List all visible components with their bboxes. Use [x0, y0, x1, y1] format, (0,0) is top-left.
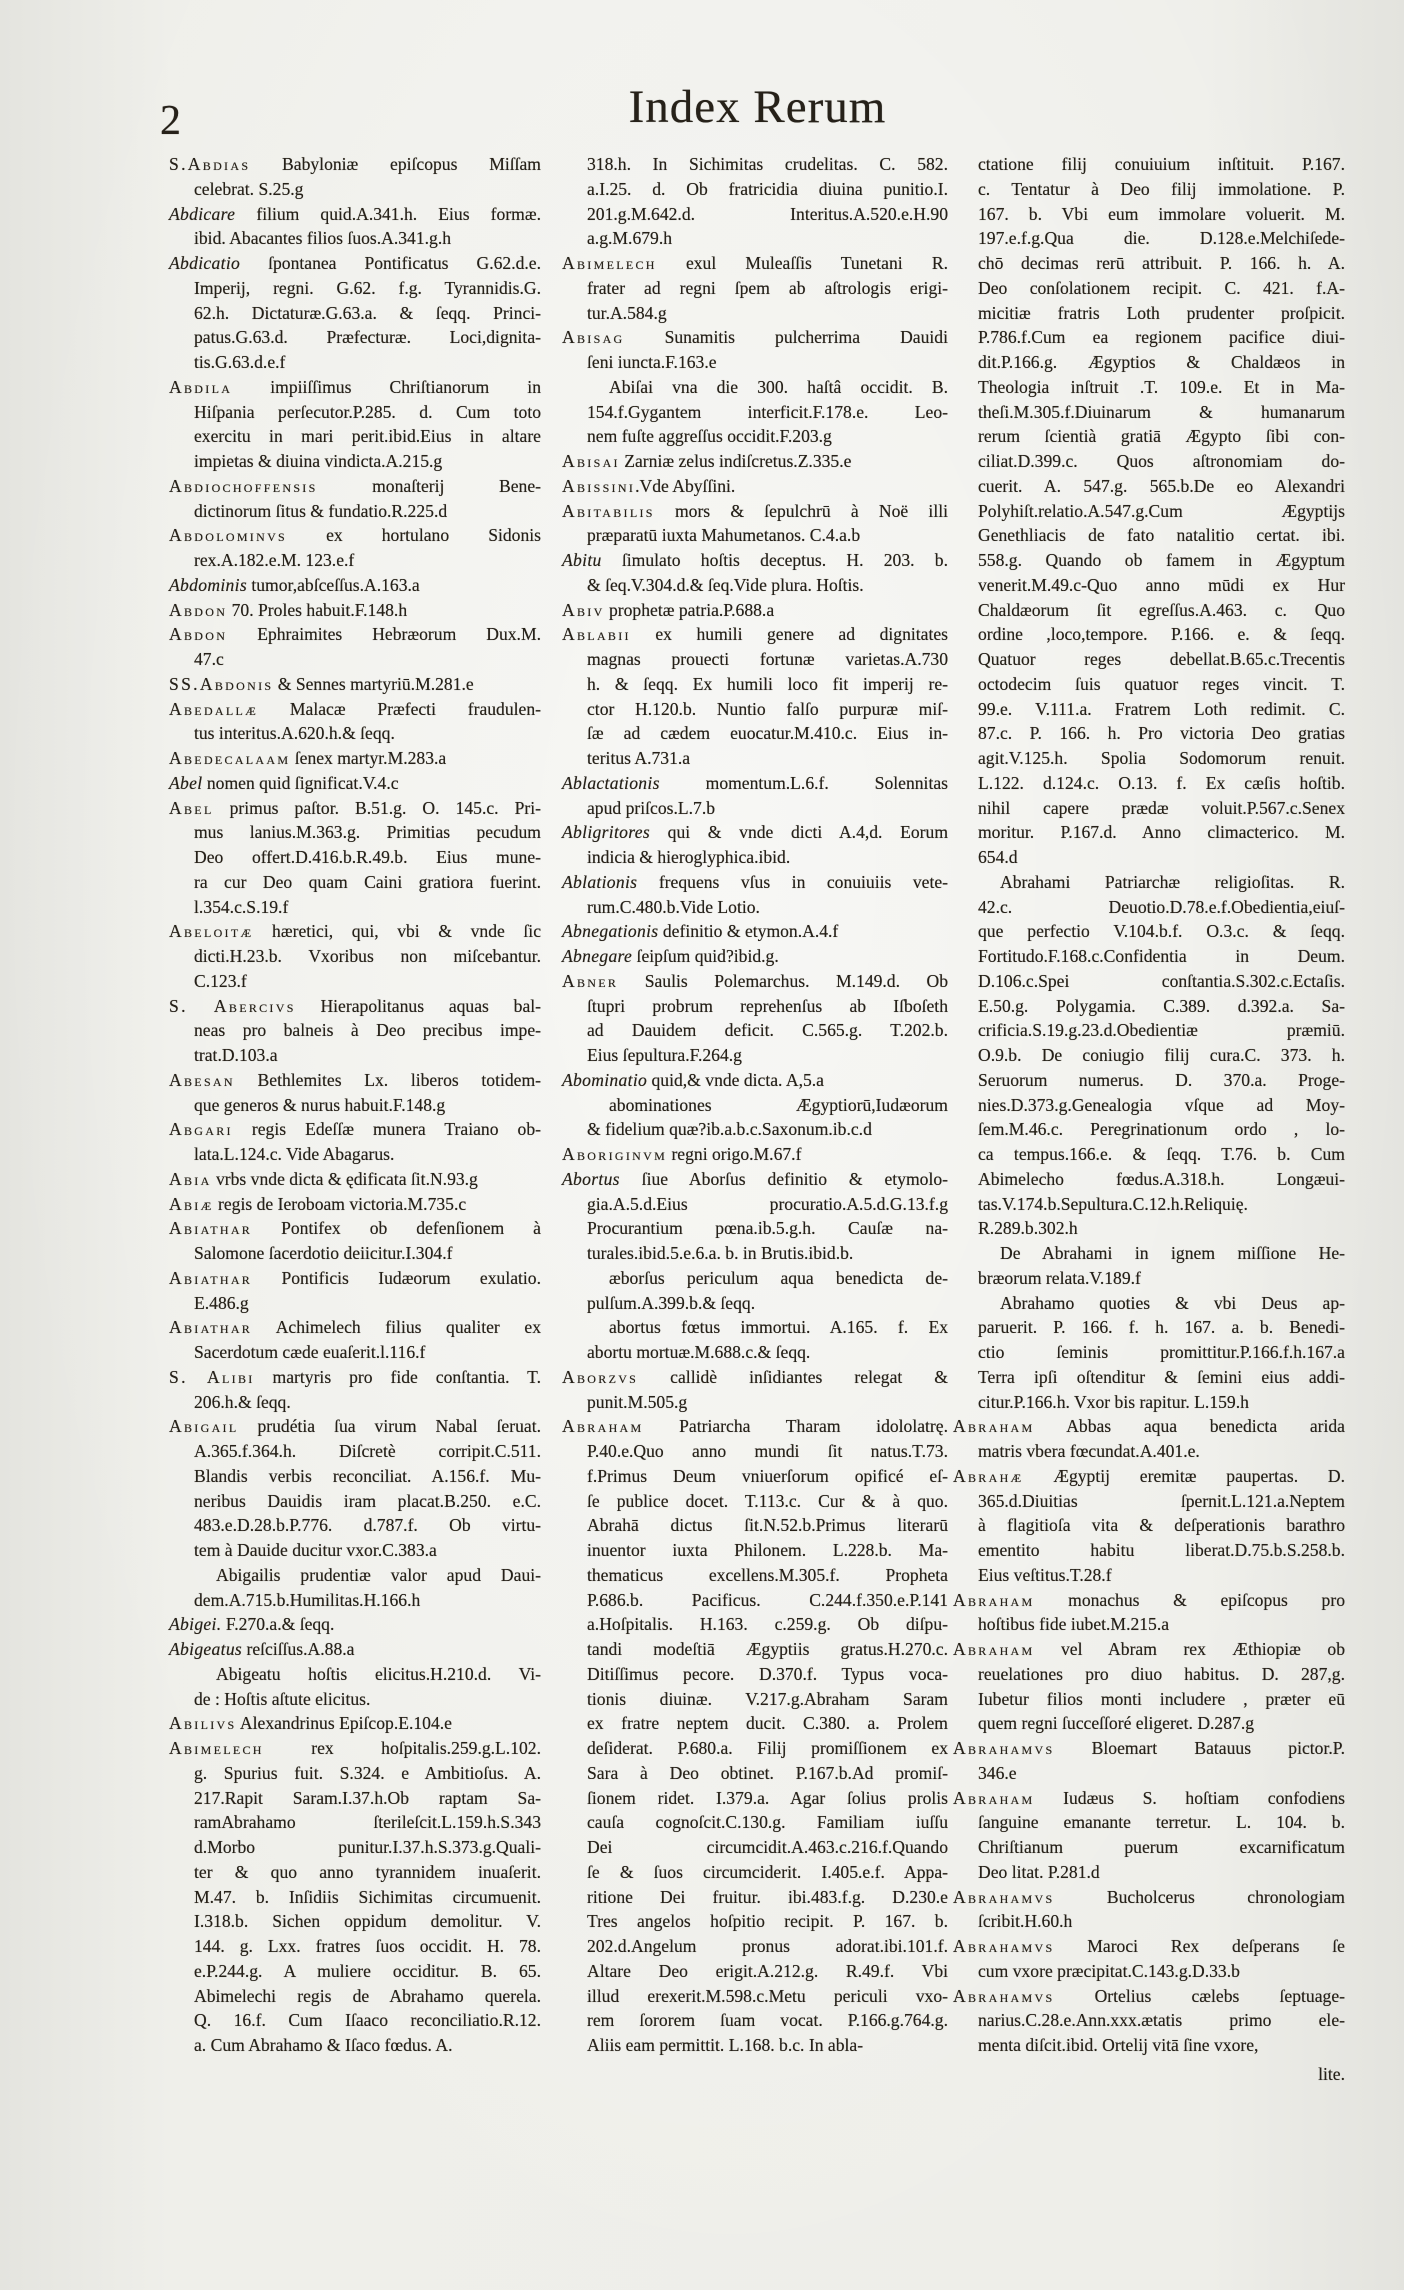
entry-headword: S. Alibi — [169, 1366, 255, 1387]
entry-headword: Abgari — [169, 1119, 233, 1140]
index-line: cum vxore præcipitat.C.143.g.D.33.b — [978, 1960, 1240, 1981]
index-line: ſem.M.46.c. Peregrinationum ordo , lo- — [978, 1119, 1345, 1140]
index-line: e.P.244.g. A muliere occiditur. B. 65. — [194, 1960, 541, 1981]
index-line: Abigailis prudentiæ valor apud Daui- — [216, 1564, 541, 1585]
index-line: Abimelecho fœdus.A.318.h. Longæui- — [978, 1168, 1345, 1189]
index-line: Abrahamo quoties & vbi Deus ap- — [1000, 1292, 1345, 1313]
index-line: R.289.b.302.h — [978, 1218, 1078, 1239]
index-line: tis.G.63.d.e.f — [194, 352, 286, 372]
entry-headword: Aborzvs — [562, 1366, 639, 1387]
index-line: lata.L.124.c. Vide Abagarus. — [194, 1144, 395, 1164]
entry-headword: Abissini — [562, 475, 636, 496]
index-line: P.40.e.Quo anno mundi ſit natus.T.73. — [587, 1441, 948, 1461]
entry-headword: SS.Abdonis — [169, 673, 274, 694]
entry-headword: Abilivs — [169, 1713, 237, 1734]
index-line: paruerit. P. 166. f. h. 167. a. b. Benedi- — [978, 1317, 1345, 1338]
index-line: ſanguine emanante terretur. L. 104. b. — [978, 1812, 1345, 1833]
index-line: d.Morbo punitur.I.37.h.S.373.g.Quali- — [194, 1837, 541, 1857]
catchword: lite. — [1318, 2064, 1345, 2084]
entry-headword: Abel — [169, 797, 214, 818]
entry-headword: Abner — [562, 970, 619, 991]
index-column-1 — [169, 152, 541, 2058]
index-line: Abedallæ Malacæ Præfecti fraudulen- — [169, 698, 541, 719]
index-line: f.Primus Deum vniuerſorum opificé eſ- — [587, 1465, 948, 1486]
entry-headword: Abia — [169, 1168, 212, 1189]
index-line: Theologia inſtruit .T. 109.e. Et in Ma- — [978, 376, 1345, 397]
index-line: a.I.25. d. Ob fratricidia diuina punitio.I. — [587, 178, 948, 199]
index-line: E.486.g — [194, 1292, 249, 1313]
index-line: ctor H.120.b. Nuntio falſo purpuræ miſ- — [587, 698, 948, 719]
index-line: gia.A.5.d.Eius procuratio.A.5.d.G.13.f.g — [587, 1193, 948, 1214]
index-line: Abisag Sunamitis pulcherrima Dauidi — [562, 327, 948, 348]
index-line: dem.A.715.b.Humilitas.H.166.h — [194, 1589, 421, 1610]
index-line: a.Hoſpitalis. H.163. c.259.g. Ob diſpu- — [587, 1614, 948, 1635]
index-line: menta diſcit.ibid. Ortelij vitā ſine vxore, — [978, 2035, 1259, 2055]
index-line: Abraham monachus & epiſcopus pro — [953, 1589, 1345, 1610]
index-line: mus lanius.M.363.g. Primitias pecudum — [194, 822, 541, 843]
index-line: c. Tentatur à Deo filij immolatione. P. — [978, 178, 1345, 199]
index-line: dicti.H.23.b. Vxoribus non miſcebantur. — [194, 946, 541, 966]
index-line: abortu mortuæ.M.688.c.& ſeqq. — [587, 1342, 811, 1362]
index-line: nem fuſte aggreſſus occidit.F.203.g — [587, 426, 832, 447]
index-line: Abiæ regis de Ieroboam victoria.M.735.c — [169, 1193, 467, 1214]
index-line: Tres angelos hoſpitio recipit. P. 167. b. — [587, 1911, 948, 1932]
index-line: Abigeatu hoſtis elicitus.H.210.d. Vi- — [216, 1663, 541, 1684]
index-line: Ablationis frequens vſus in conuiuiis vete- — [562, 871, 948, 892]
index-line: ſtupri probrum reprehenſus ab Iſboſeth — [587, 995, 948, 1016]
index-line: Genethliacis de fato natalitio certat. ibi. — [978, 525, 1345, 546]
index-line: Aboriginvm regni origo.M.67.f — [562, 1144, 802, 1164]
index-line: ſionem ridet. I.379.a. Agar ſolius prolis — [587, 1787, 948, 1808]
index-line: Abgari regis Edeſſæ munera Traiano ob- — [169, 1119, 541, 1140]
index-line: moritur. P.167.d. Anno climacterico. M. — [978, 822, 1345, 843]
index-line: M.47. b. Inſidiis Sichimitas circumuenit. — [194, 1886, 541, 1907]
entry-headword: Abedecalaam — [169, 748, 291, 768]
index-line: ra cur Deo quam Caini gratiora fuerint. — [194, 871, 541, 892]
entry-headword: Abeloitæ — [169, 921, 254, 942]
index-line: Abrahamvs Bucholcerus chronologiam — [953, 1886, 1345, 1907]
index-line: E.50.g. Polygamia. C.389. d.392.a. Sa- — [978, 995, 1345, 1016]
index-line: 654.d — [978, 847, 1018, 867]
index-line: Polyhiſt.relatio.A.547.g.Cum Ægyptijs — [978, 500, 1345, 521]
entry-headword: Abligritores — [562, 822, 650, 843]
index-line: Ablactationis momentum.L.6.f. Solennitas — [562, 772, 948, 793]
index-line: tas.V.174.b.Sepultura.C.12.h.Reliquię. — [978, 1193, 1248, 1214]
index-line: Sara à Deo obtinet. P.167.b.Ad promiſ- — [587, 1762, 948, 1783]
index-line: Deo offert.D.416.b.R.49.b. Eius mune- — [194, 847, 541, 867]
index-column-3 — [953, 152, 1345, 2058]
index-line: abominationes Ægyptiorū,Iudæorum — [609, 1094, 948, 1115]
index-line: Abimelech exul Muleaſſis Tunetani R. — [562, 253, 948, 273]
index-line: Abdiochoffensis monaſterij Bene- — [169, 475, 541, 496]
index-line: impietas & diuina vindicta.A.215.g — [194, 451, 443, 471]
index-line: a. Cum Abrahamo & Iſaco fœdus. A. — [194, 2035, 453, 2055]
index-line: S.Abdias Babyloniæ epiſcopus Miſſam — [169, 154, 541, 174]
index-line: Abiathar Achimelech filius qualiter ex — [169, 1317, 541, 1338]
index-line: ordine ,loco,tempore. P.166. e. & ſeqq. — [978, 624, 1345, 645]
index-line: Abraham Iudæus S. hoſtiam confodiens — [953, 1787, 1345, 1808]
index-line: rerum ſcientià gratiā Ægypto ſibi con- — [978, 426, 1345, 447]
index-line: agit.V.125.h. Spolia Sodomorum renuit. — [978, 748, 1345, 768]
page-title: Index Rerum — [628, 81, 887, 133]
index-line: I.318.b. Sichen oppidum demolitur. V. — [194, 1911, 541, 1932]
index-line: ex fratre neptem ducit. C.380. a. Prolem — [587, 1713, 948, 1734]
index-line: Abdicatio ſpontanea Pontificatus G.62.d.e. — [169, 253, 541, 273]
index-line: Abrahamvs Bloemart Batauus pictor.P. — [953, 1738, 1345, 1758]
index-line: trat.D.103.a — [194, 1045, 278, 1065]
index-line: neribus Dauidis iram placat.B.250. e.C. — [194, 1490, 541, 1511]
index-line: frater ad regni ſpem ab aſtrologis erigi- — [587, 277, 948, 298]
entry-headword: Abraham — [953, 1787, 1035, 1808]
index-line: Abraham vel Abram rex Æthiopiæ ob — [953, 1639, 1345, 1659]
index-line: Abominatio quid,& vnde dicta. A,5.a — [562, 1069, 824, 1090]
entry-headword: Abraham — [953, 1639, 1035, 1659]
index-line: Abnegationis definitio & etymon.A.4.f — [562, 921, 839, 942]
index-line: dictinorum ſitus & fundatio.R.225.d — [194, 500, 448, 521]
index-line: pulſum.A.399.b.& ſeqq. — [587, 1292, 756, 1313]
index-line: 365.d.Diuitias ſpernit.L.121.a.Neptem — [978, 1490, 1345, 1511]
index-line: tus interitus.A.620.h.& ſeqq. — [194, 723, 395, 744]
index-line: celebrat. S.25.g — [194, 178, 304, 199]
index-line: Sacerdotum cæde euaſerit.l.116.f — [194, 1342, 426, 1362]
index-line: inuentor iuxta Philonem. L.228.b. Ma- — [587, 1540, 948, 1560]
index-line: P.686.b. Pacificus. C.244.f.350.e.P.141 — [587, 1589, 948, 1610]
index-line: Abel nomen quid ſignificat.V.4.c — [169, 772, 399, 793]
index-line: 154.f.Gygantem interficit.F.178.e. Leo- — [587, 401, 948, 422]
index-line: nihil capere prædæ voluit.P.567.c.Senex — [978, 797, 1345, 818]
index-line: Abdominis tumor,abſceſſus.A.163.a — [169, 574, 420, 595]
index-line: ibid. Abacantes filios ſuos.A.341.g.h — [194, 228, 452, 249]
entry-headword: Abdiochoffensis — [169, 475, 318, 496]
index-line: neas pro balneis à Deo precibus impe- — [194, 1020, 541, 1041]
index-line: Ablabii ex humili genere ad dignitates — [562, 624, 948, 645]
entry-headword: Abdicare — [169, 203, 236, 224]
entry-headword: Abraham — [562, 1416, 644, 1437]
index-line: nies.D.373.g.Genealogia vſque ad Moy- — [978, 1094, 1345, 1115]
index-line: h. & ſeqq. Ex humili loco fit imperij re- — [587, 673, 948, 694]
index-line: Abrahamvs Maroci Rex deſperans ſe — [953, 1936, 1345, 1956]
index-line: teritus A.731.a — [587, 748, 691, 768]
index-line: 558.g. Quando ob famem in Ægyptum — [978, 550, 1345, 570]
index-line: Abrahamvs Ortelius cælebs ſeptuage- — [953, 1985, 1345, 2006]
entry-headword: Abdon — [169, 599, 228, 620]
entry-headword: Abdolominvs — [169, 525, 288, 546]
index-line: tandi modeſtiā Ægyptiis gratus.H.270.c. — [587, 1639, 948, 1659]
index-line: g. Spurius fuit. S.324. e Ambitioſus. A. — [194, 1762, 541, 1783]
index-line: Abdon Ephraimites Hebræorum Dux.M. — [169, 624, 541, 645]
index-line: 318.h. In Sichimitas crudelitas. C. 582. — [587, 154, 948, 174]
entry-headword: Abitabilis — [562, 500, 655, 521]
index-line: ſe & ſuos circumciderit. I.405.e.f. Appa- — [587, 1861, 948, 1882]
index-line: Ditiſſimus pecore. D.370.f. Typus voca- — [587, 1663, 948, 1684]
index-line: Abitu ſimulato hoſtis deceptus. H. 203. b. — [562, 550, 948, 570]
index-line: Deo conſolationem recipit. C. 421. f.A- — [978, 277, 1345, 298]
index-line: turales.ibid.5.e.6.a. b. in Brutis.ibid.b. — [587, 1243, 854, 1263]
index-line: P.786.f.Cum ea regionem pacifice diui- — [978, 327, 1345, 348]
index-line: abortus fœtus immortui. A.165. f. Ex — [609, 1317, 948, 1338]
index-line: Aliis eam permittit. L.168. b.c. In abla- — [587, 2035, 864, 2055]
index-line: Abraham Patriarcha Tharam idololatrę. — [562, 1416, 948, 1437]
index-line: à flagitioſa vita & deſperationis barathro — [978, 1515, 1345, 1536]
index-line: Abesan Bethlemites Lx. liberos totidem- — [169, 1069, 541, 1090]
entry-headword: Abisai — [562, 451, 620, 471]
index-line: deſiderat. P.680.a. Filij promiſſionem ex — [587, 1738, 948, 1758]
index-line: tem à Dauide ducitur vxor.C.383.a — [194, 1540, 437, 1560]
index-line: Deo litat. P.281.d — [978, 1861, 1100, 1882]
entry-headword: Abesan — [169, 1069, 235, 1090]
entry-headword: Abdicatio — [169, 253, 241, 273]
index-line: Abiathar Pontificis Iudæorum exulatio. — [169, 1267, 541, 1288]
index-line: Abiſai vna die 300. haſtâ occidit. B. — [609, 376, 948, 397]
index-line: Abitabilis mors & ſepulchrū à Noë illi — [562, 500, 948, 521]
index-line: a.g.M.679.h — [587, 228, 673, 249]
index-line: O.9.b. De coniugio filij cura.C. 373. h. — [978, 1045, 1345, 1065]
index-line: theſi.M.305.f.Diuinarum & humanarum — [978, 401, 1345, 422]
index-line: Abortus ſiue Aborſus definitio & etymolo- — [562, 1168, 948, 1189]
index-line: Salomone ſacerdotio deiicitur.I.304.f — [194, 1243, 453, 1263]
page-number: 2 — [160, 98, 181, 144]
index-line: Abner Saulis Polemarchus. M.149.d. Ob — [562, 970, 948, 991]
index-line: ſe publice docet. T.113.c. Cur & à quo. — [587, 1490, 948, 1511]
index-line: De Abrahami in ignem miſſione He- — [1000, 1243, 1345, 1263]
index-line: L.122. d.124.c. O.13. f. Ex cæſis hoſtib. — [978, 772, 1345, 793]
index-line: Abigeatus reſciſſus.A.88.a — [169, 1639, 355, 1659]
index-line: Abilivs Alexandrinus Epiſcop.E.104.e — [169, 1713, 452, 1734]
index-line: 206.h.& ſeqq. — [194, 1391, 291, 1412]
index-line: 144. g. Lxx. fratres ſuos occidit. H. 78. — [194, 1936, 541, 1956]
index-line: Eius ſepultura.F.264.g — [587, 1045, 742, 1065]
index-line: Terra ipſi oſtenditur & ſemini eius addi- — [978, 1366, 1345, 1387]
entry-headword: Abortus — [562, 1168, 620, 1189]
index-line: 87.c. P. 166. h. Pro victoria Deo gratias — [978, 723, 1345, 744]
index-line: Chaldæorum ſit egreſſus.A.463. c. Quo — [978, 599, 1345, 620]
index-line: Abiathar Pontifex ob defenſionem à — [169, 1218, 541, 1239]
entry-headword: Abdila — [169, 376, 233, 397]
entry-headword: Abdon — [169, 624, 228, 645]
index-line: Abraham Abbas aqua benedicta arida — [953, 1416, 1345, 1437]
index-line: indicia & hieroglyphica.ibid. — [587, 847, 791, 867]
entry-headword: S.Abdias — [169, 154, 251, 174]
index-line: ramAbrahamo ſterileſcit.L.159.h.S.343 — [194, 1812, 541, 1833]
index-line: cauſa cognoſcit.C.130.g. Familiam iuſſu — [587, 1812, 948, 1833]
index-line: bræorum relata.V.189.f — [978, 1267, 1141, 1288]
index-line: S. Abercivs Hierapolitanus aquas bal- — [169, 995, 542, 1016]
entry-headword: Abominatio — [562, 1069, 648, 1090]
index-line: que generos & nurus habuit.F.148.g — [194, 1094, 446, 1115]
index-line: C.123.f — [194, 970, 247, 991]
index-line: Procurantium pœna.ib.5.g.h. Cauſæ na- — [587, 1218, 948, 1239]
index-line: Abrahæ Ægyptij eremitæ paupertas. D. — [953, 1465, 1345, 1486]
index-line: ctio ſeminis promittitur.P.166.f.h.167.a — [978, 1342, 1345, 1362]
index-line: Iubetur filios monti includere , præter eū — [978, 1688, 1345, 1709]
index-line: Abigail prudétia ſua virum Nabal ſeruat. — [169, 1416, 541, 1437]
index-line: que perfectio V.104.b.f. O.3.c. & ſeqq. — [978, 921, 1345, 942]
entry-headword: Abrahamvs — [953, 1985, 1055, 2006]
entry-headword: Abisag — [562, 327, 625, 348]
index-line: æborſus periculum aqua benedicta de- — [609, 1267, 948, 1288]
index-line: reuelationes pro diuo habitus. D. 287,g. — [978, 1663, 1345, 1684]
index-line: ſeni iuncta.F.163.e — [587, 352, 717, 372]
index-line: thematicus excellens.M.305.f. Propheta — [587, 1564, 948, 1585]
index-line: 202.d.Angelum pronus adorat.ibi.101.f. — [587, 1936, 948, 1956]
index-line: ter & quo anno tyrannidem inuaſerit. — [194, 1861, 541, 1882]
index-line: Fortitudo.F.168.c.Confidentia in Deum. — [978, 946, 1345, 966]
index-line: 346.e — [978, 1762, 1017, 1783]
index-line: ſæ ad cædem euocatur.M.410.c. Eius in- — [587, 723, 948, 744]
index-line: Chriſtianum puerum excarnificatum — [978, 1837, 1345, 1857]
index-line: SS.Abdonis & Sennes martyriū.M.281.e — [169, 673, 474, 694]
entry-headword: Abimelech — [562, 253, 657, 273]
index-line: chō decimas rerū attribuit. P. 166. h. A. — [978, 253, 1345, 273]
entry-headword: Abrahamvs — [953, 1886, 1055, 1907]
index-line: Q. 16.f. Cum Iſaaco reconciliatio.R.12. — [194, 2010, 541, 2031]
index-line: crificia.S.19.g.23.d.Obedientiæ præmiū. — [978, 1020, 1345, 1041]
entry-headword: Abiathar — [169, 1218, 253, 1239]
index-line: Eius veſtitus.T.28.f — [978, 1564, 1112, 1585]
index-line: quem regni ſucceſſoré eligeret. D.287.g — [978, 1713, 1255, 1734]
entry-headword: Abel — [169, 772, 203, 793]
index-line: D.106.c.Spei conſtantia.S.302.c.Ectaſis. — [978, 970, 1345, 991]
index-line: illud erexerit.M.598.c.Metu periculi vxo- — [587, 1985, 948, 2006]
entry-headword: Ablationis — [562, 871, 638, 892]
entry-headword: Abiv — [562, 599, 605, 620]
entry-headword: S. Abercivs — [169, 995, 296, 1016]
entry-headword: Ablactationis — [562, 772, 660, 793]
entry-headword: Abiathar — [169, 1317, 253, 1338]
entry-headword: Abiæ — [169, 1193, 214, 1214]
index-line: octodecim ſuis quatuor reges vincit. T. — [978, 673, 1345, 694]
index-line: Abligritores qui & vnde dicti A.4,d. Eorum — [562, 822, 948, 843]
index-line: l.354.c.S.19.f — [194, 896, 289, 917]
index-line: ciliat.D.399.c. Quos aſtronomiam do- — [978, 451, 1345, 471]
entry-headword: Abrahamvs — [953, 1738, 1055, 1758]
index-column-2 — [562, 152, 948, 2058]
index-line: A.365.f.364.h. Diſcretè corripit.C.511. — [194, 1441, 541, 1461]
index-line: Seruorum numerus. D. 370.a. Proge- — [978, 1069, 1345, 1090]
index-line: Abdicare filium quid.A.341.h. Eius formæ. — [169, 203, 541, 224]
index-line: exercitu in mari perit.ibid.Eius in altare — [194, 426, 541, 447]
index-line: Abrahā dictus ſit.N.52.b.Primus literarū — [587, 1515, 948, 1536]
index-line: hoſtibus fide iubet.M.215.a — [978, 1614, 1170, 1635]
index-line: Abel primus paſtor. B.51.g. O. 145.c. Pri- — [169, 797, 541, 818]
index-line: Abia vrbs vnde dicta & ędificata ſit.N.93.g — [169, 1168, 478, 1189]
index-line: punit.M.505.g — [587, 1391, 688, 1412]
index-line: Abnegare ſeipſum quid?ibid.g. — [562, 946, 779, 966]
index-line: apud priſcos.L.7.b — [587, 797, 716, 818]
index-line: magnas prouecti fortunæ varietas.A.730 — [587, 649, 948, 669]
index-line: venerit.M.49.c-Quo anno mūdi ex Hur — [978, 574, 1345, 595]
index-line: 99.e. V.111.a. Fratrem Loth redimit. C. — [978, 698, 1345, 719]
index-line: 167. b. Vbi eum immolare voluerit. M. — [978, 203, 1345, 224]
index-line: ctatione filij conuiuium inſtituit. P.167. — [978, 154, 1345, 174]
index-line: Dei circumcidit.A.463.c.216.f.Quando — [587, 1837, 948, 1857]
entry-headword: Abdominis — [169, 574, 247, 595]
index-line: matris vbera fœcundat.A.401.e. — [978, 1441, 1200, 1461]
index-line: Abimelech rex hoſpitalis.259.g.L.102. — [169, 1738, 541, 1758]
index-line: Hiſpania perſecutor.P.285. d. Cum toto — [194, 401, 541, 422]
entry-headword: Abnegationis — [562, 921, 659, 942]
index-line: Altare Deo erigit.A.212.g. R.49.f. Vbi — [587, 1960, 948, 1981]
entry-headword: Abedallæ — [169, 698, 259, 719]
index-line: 42.c. Deuotio.D.78.e.f.Obedientia,eiuſ- — [978, 896, 1345, 917]
index-line: rum.C.480.b.Vide Lotio. — [587, 896, 760, 917]
index-line: narius.C.28.e.Ann.xxx.ætatis primo ele- — [978, 2010, 1345, 2031]
entry-headword: Abigei. — [169, 1614, 222, 1635]
index-line: Abeloitæ hæretici, qui, vbi & vnde ſic — [169, 921, 541, 942]
index-line: Abrahami Patriarchæ religioſitas. R. — [1000, 871, 1345, 892]
index-line: Quatuor reges debellat.B.65.c.Trecentis — [978, 649, 1345, 669]
index-line: dit.P.166.g. Ægyptios & Chaldæos in — [978, 352, 1345, 372]
index-line: tionis diuinæ. V.217.g.Abraham Saram — [587, 1688, 948, 1709]
entry-headword: Abigail — [169, 1416, 239, 1437]
index-line: Abiv prophetæ patria.P.688.a — [562, 599, 775, 620]
index-line: 217.Rapit Saram.I.37.h.Ob raptam Sa- — [194, 1787, 541, 1808]
index-line: ementito habitu liberat.D.75.b.S.258.b. — [978, 1540, 1345, 1560]
entry-headword: Abnegare — [562, 946, 633, 966]
entry-headword: Abigeatus — [169, 1639, 243, 1659]
entry-headword: Abiathar — [169, 1267, 253, 1288]
index-line: Abdolominvs ex hortulano Sidonis — [169, 525, 541, 546]
index-line: S. Alibi martyris pro fide conſtantia. T. — [169, 1366, 542, 1387]
index-line: micitiæ fratris Loth prudenter proſpicit. — [978, 302, 1345, 323]
index-line: 201.g.M.642.d. Interitus.A.520.e.H.90 — [587, 203, 948, 224]
index-line: præparatū iuxta Mahumetanos. C.4.a.b — [587, 525, 861, 546]
index-line: ſcribit.H.60.h — [978, 1911, 1073, 1932]
entry-headword: Abrahamvs — [953, 1936, 1055, 1956]
index-line: 197.e.f.g.Qua die. D.128.e.Melchiſede- — [978, 228, 1345, 249]
index-line: de : Hoſtis aſtute elicitus. — [194, 1688, 371, 1709]
index-line: rex.A.182.e.M. 123.e.f — [194, 550, 355, 570]
index-line: & fidelium quæ?ib.a.b.c.Saxonum.ib.c.d — [587, 1119, 872, 1140]
index-line: Abimelechi regis de Abrahamo querela. — [194, 1985, 541, 2006]
index-line: ca tempus.166.e. & ſeqq. T.76. b. Cum — [978, 1144, 1345, 1164]
entry-headword: Abimelech — [169, 1738, 264, 1758]
index-line: 47.c — [194, 649, 224, 669]
entry-headword: Abitu — [562, 550, 602, 570]
entry-headword: Abraham — [953, 1416, 1035, 1437]
entry-headword: Ablabii — [562, 624, 631, 645]
index-line: Abedecalaam ſenex martyr.M.283.a — [169, 748, 447, 768]
index-line: tur.A.584.g — [587, 302, 667, 323]
index-line: rem ſororem ſuam vocat. P.166.g.764.g. — [587, 2010, 948, 2031]
index-line: 62.h. Dictaturæ.G.63.a. & ſeqq. Princi- — [194, 302, 541, 323]
index-line: Aborzvs callidè inſidiantes relegat & — [562, 1366, 948, 1387]
index-line: Imperij, regni. G.62. f.g. Tyrannidis.G. — [194, 277, 541, 298]
index-line: Abissini.Vde Abyſſini. — [562, 475, 736, 496]
index-line: patus.G.63.d. Præfecturæ. Loci,dignita- — [194, 327, 541, 348]
entry-headword: Abraham — [953, 1589, 1035, 1610]
index-line: Blandis verbis reconciliat. A.156.f. Mu- — [194, 1465, 541, 1486]
index-line: & ſeq.V.304.d.& ſeq.Vide plura. Hoſtis. — [587, 574, 864, 595]
index-line: Abdon 70. Proles habuit.F.148.h — [169, 599, 408, 620]
index-line: cuerit. A. 547.g. 565.b.De eo Alexandri — [978, 475, 1345, 496]
index-line: 483.e.D.28.b.P.776. d.787.f. Ob virtu- — [194, 1515, 541, 1536]
index-line: Abigei. F.270.a.& ſeqq. — [169, 1614, 335, 1635]
index-line: Abisai Zarniæ zelus indiſcretus.Z.335.e — [562, 451, 852, 471]
entry-headword: Aboriginvm — [562, 1144, 668, 1164]
index-line: ad Dauidem deficit. C.565.g. T.202.b. — [587, 1020, 948, 1041]
index-line: citur.P.166.h. Vxor bis rapitur. L.159.h — [978, 1391, 1249, 1412]
index-line: Abdila impiiſſimus Chriſtianorum in — [169, 376, 541, 397]
entry-headword: Abrahæ — [953, 1465, 1024, 1486]
index-line: ritione Dei fruitur. ibi.483.f.g. D.230.e — [587, 1886, 948, 1907]
